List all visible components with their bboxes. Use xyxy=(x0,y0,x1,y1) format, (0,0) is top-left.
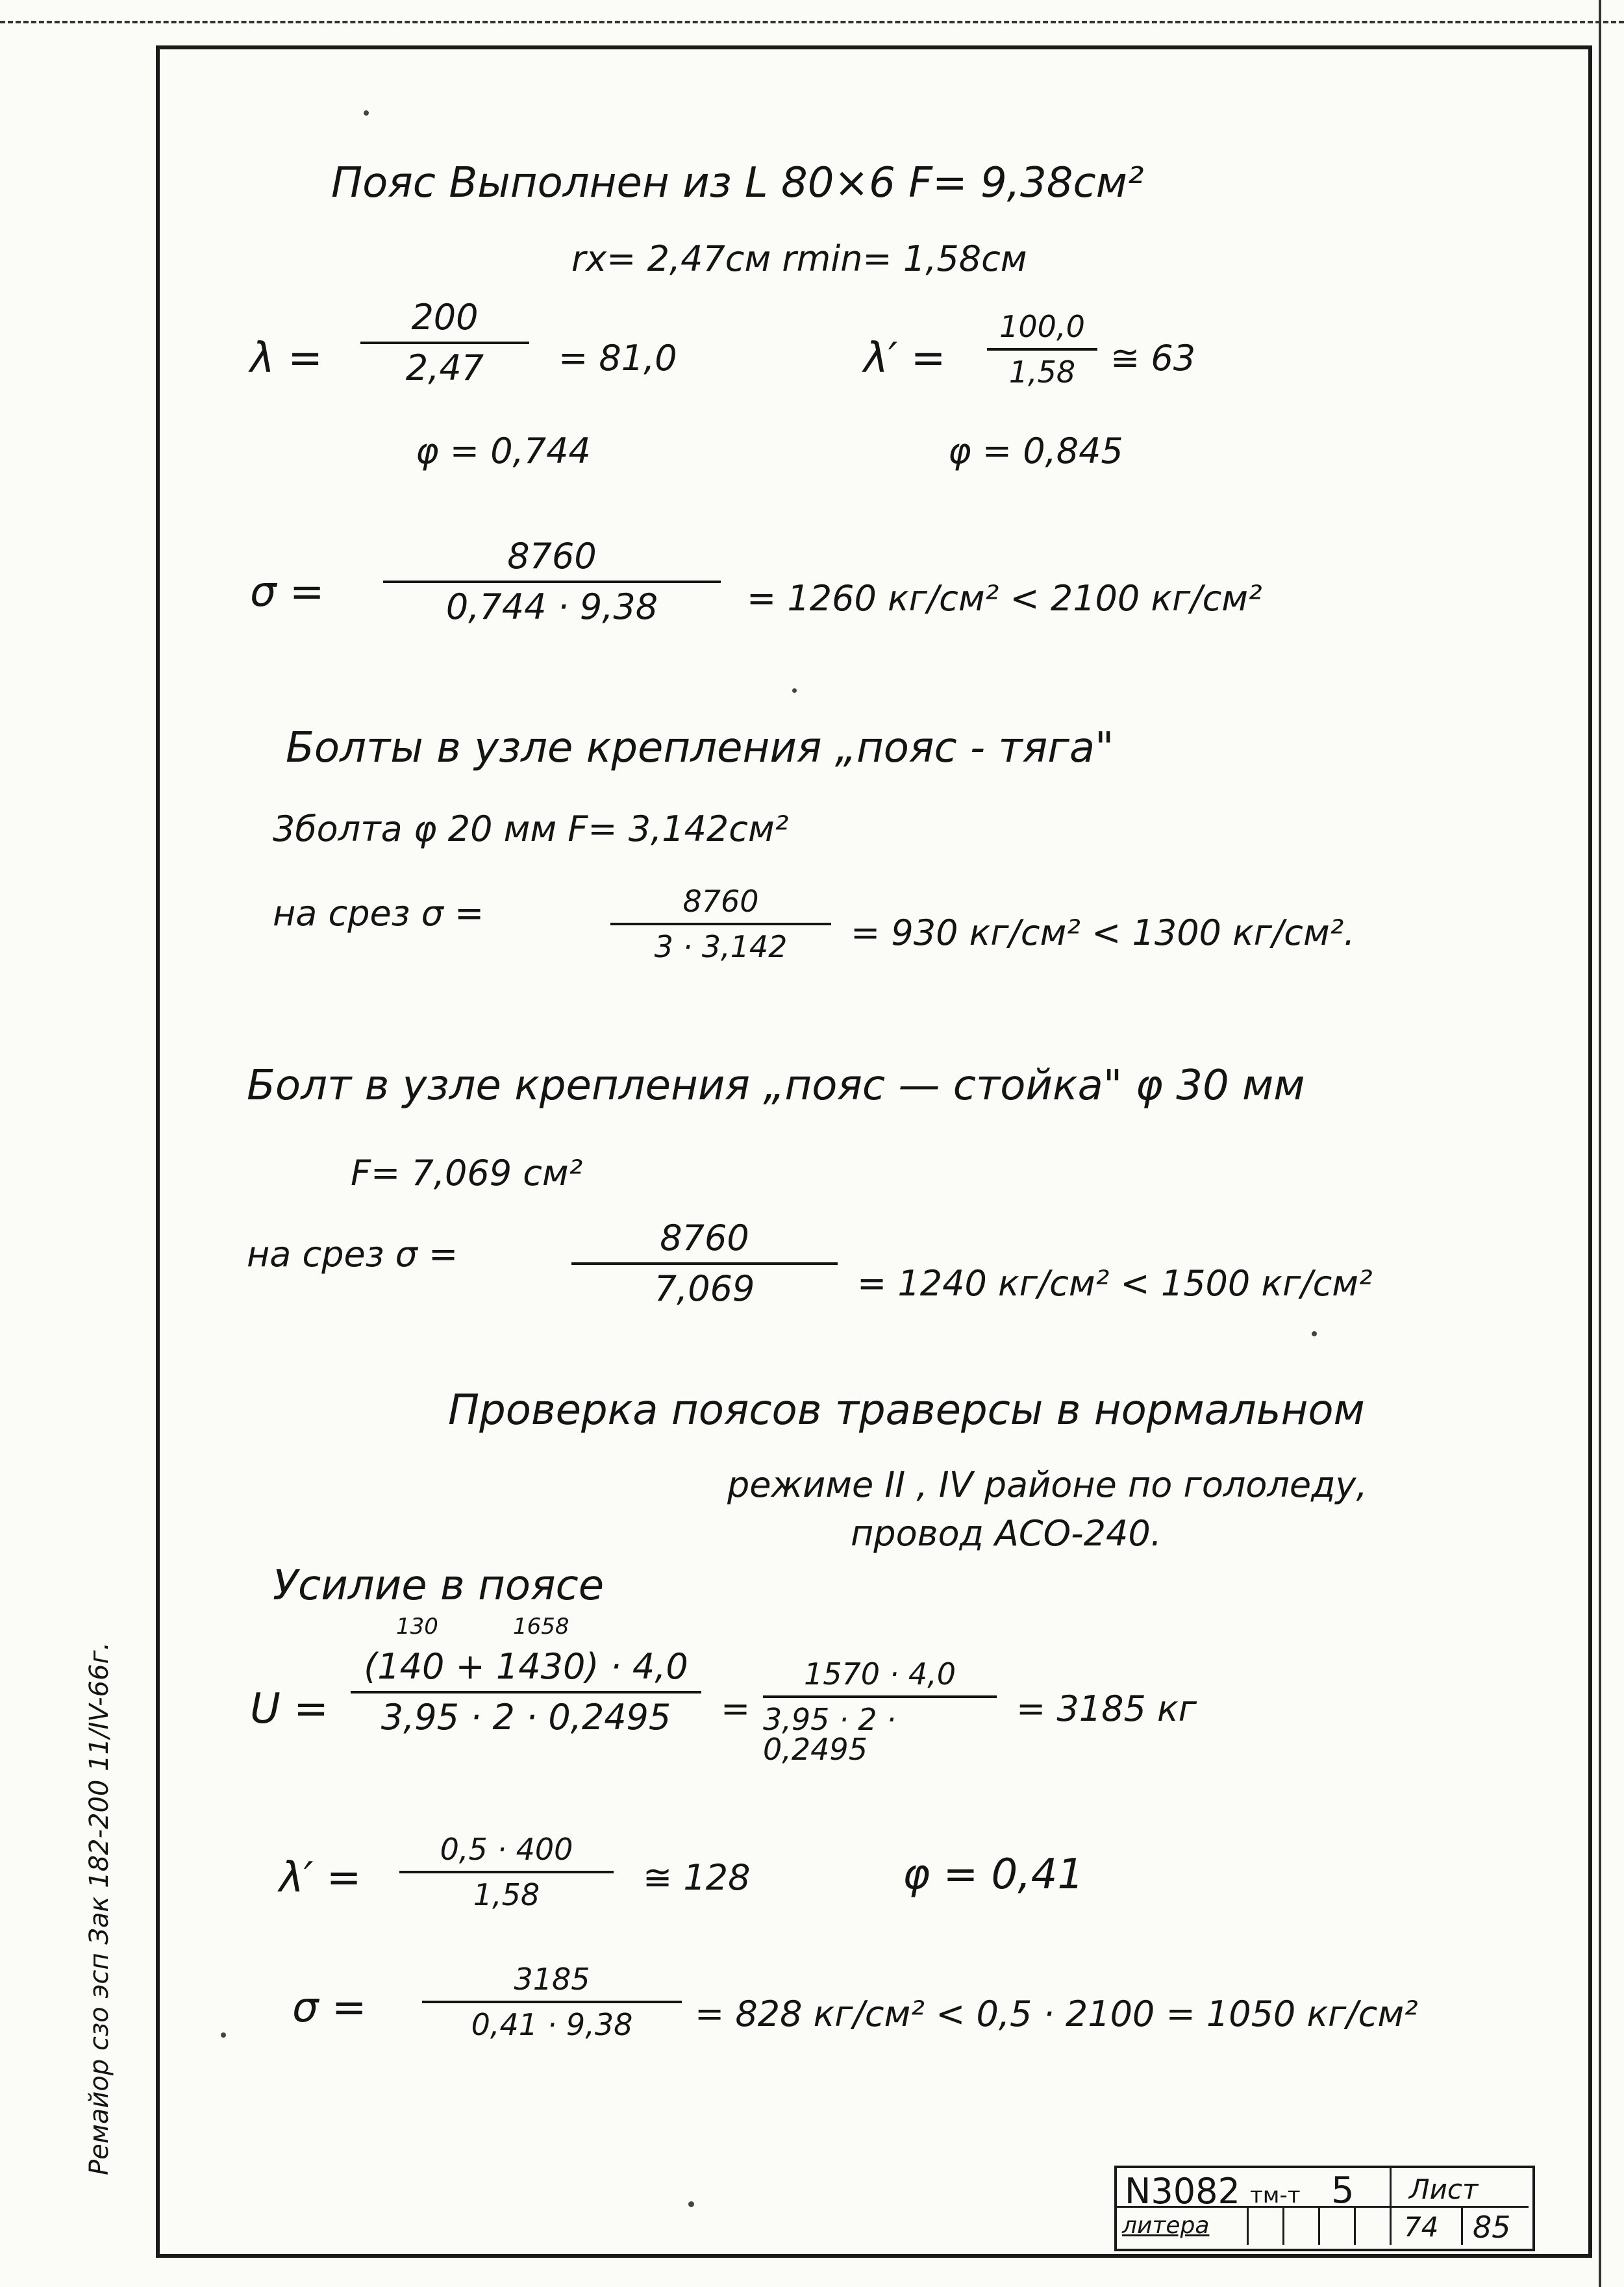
lambda-prime-numerator: 100,0 xyxy=(999,309,1085,344)
force-fraction-2 xyxy=(763,1656,997,1767)
scan-speck xyxy=(688,2201,694,2207)
litera-box-3 xyxy=(1318,2206,1356,2245)
shear-denominator-2: 7,069 xyxy=(654,1268,755,1309)
scan-speck xyxy=(1312,1331,1317,1336)
sigma-numerator-3: 3185 xyxy=(514,1962,590,1997)
scan-speck xyxy=(221,2032,226,2038)
shear-label-1: на срез σ = xyxy=(273,893,484,934)
litera-box-2 xyxy=(1282,2206,1320,2245)
sigma-denominator-1: 0,744 · 9,38 xyxy=(445,586,658,627)
lambda-numerator: 200 xyxy=(411,297,479,338)
sigma-label-1: σ = xyxy=(250,568,325,616)
lambda-label: λ = xyxy=(250,334,323,382)
lambda-prime-label: λ′ = xyxy=(864,334,946,382)
title-code-cell xyxy=(1117,2168,1392,2212)
lambda3-result: ≅ 128 xyxy=(643,1857,751,1898)
shear-denominator-1: 3 · 3,142 xyxy=(654,929,788,964)
sheet-total: 85 xyxy=(1473,2210,1511,2245)
lambda-prime-result: ≅ 63 xyxy=(1110,338,1196,379)
sigma-fraction-1 xyxy=(383,536,721,627)
lambda-fraction xyxy=(360,297,529,388)
phi-value-1: φ = 0,744 xyxy=(416,431,591,471)
check-line-2: режиме II , IV районе по гололеду, xyxy=(727,1464,1368,1505)
belt-section-line: Пояс Выполнен из L 80×6 F= 9,38см² xyxy=(331,159,1144,207)
force-label: U = xyxy=(250,1685,329,1733)
lambda3-denominator: 1,58 xyxy=(473,1877,540,1912)
force-result: = 3185 кг xyxy=(1016,1688,1197,1729)
phi-value-2: φ = 0,845 xyxy=(948,431,1123,471)
bolt2-area: F= 7,069 см² xyxy=(351,1153,583,1193)
scan-speck xyxy=(364,110,369,116)
sheet-label: Лист xyxy=(1409,2173,1479,2205)
sigma-result-3: = 828 кг/см² < 0,5 · 2100 = 1050 кг/см² xyxy=(695,1993,1418,2034)
lambda-denominator: 2,47 xyxy=(405,347,484,388)
lambda3-fraction xyxy=(399,1834,614,1910)
sigma-numerator-1: 8760 xyxy=(507,536,597,577)
force-denominator-1: 3,95 · 2 · 0,2495 xyxy=(381,1697,671,1738)
force-numerator-2: 1570 · 4,0 xyxy=(803,1656,956,1692)
litera-box-4 xyxy=(1354,2206,1392,2245)
shear-numerator-1: 8760 xyxy=(682,884,759,919)
shear-label-2: на срез σ = xyxy=(247,1234,458,1275)
title-code-suffix: тм-т xyxy=(1250,2182,1301,2208)
lambda-prime-denominator: 1,58 xyxy=(1008,355,1076,390)
title-code: N3082 xyxy=(1125,2171,1240,2212)
right-border-line xyxy=(1599,0,1601,2287)
sigma-fraction-3 xyxy=(422,1964,682,2040)
shear-numerator-2: 8760 xyxy=(660,1218,749,1258)
top-border-line xyxy=(0,21,1624,23)
side-note: Ремайор сзо эсп Зак 182-200 11/IV-66г. xyxy=(84,1642,114,2175)
litera-cell xyxy=(1117,2206,1249,2245)
force-equals: = xyxy=(721,1688,751,1729)
force-denominator-2: 3,95 · 2 · 0,2495 xyxy=(763,1702,896,1767)
sigma-label-3: σ = xyxy=(292,1984,367,2032)
lambda3-label: λ′ = xyxy=(279,1854,362,1902)
sheet-total-cell xyxy=(1461,2206,1529,2245)
phi-value-3: φ = 0,41 xyxy=(903,1851,1084,1899)
sigma-result-1: = 1260 кг/см² < 2100 кг/см² xyxy=(747,578,1262,619)
litera-label: литера xyxy=(1122,2212,1210,2239)
sheet-number: 74 xyxy=(1404,2211,1439,2243)
force-superscript-1: 130 xyxy=(396,1614,438,1640)
shear-result-1: = 930 кг/см² < 1300 кг/см². xyxy=(851,912,1355,953)
title-block xyxy=(1114,2166,1535,2251)
shear-result-2: = 1240 кг/см² < 1500 кг/см² xyxy=(857,1263,1373,1304)
sigma-denominator-3: 0,41 · 9,38 xyxy=(471,2007,633,2042)
bolts-heading: Болты в узле крепления „пояс - тяга" xyxy=(286,724,1114,772)
bolts-spec: 3болта φ 20 мм F= 3,142см² xyxy=(273,808,789,849)
shear-fraction-1 xyxy=(610,886,831,962)
lambda-result: = 81,0 xyxy=(558,338,677,379)
lambda-prime-fraction xyxy=(987,309,1097,390)
scan-speck xyxy=(792,688,797,693)
bolt2-heading: Болт в узле крепления „пояс — стойка" φ 30 мм xyxy=(247,1062,1305,1110)
lambda3-numerator: 0,5 · 400 xyxy=(440,1832,573,1867)
radius-line: rx= 2,47см rmin= 1,58см xyxy=(571,238,1027,279)
check-line-3: провод АСО-240. xyxy=(851,1513,1162,1554)
force-heading: Усилие в поясе xyxy=(273,1562,605,1610)
litera-box-1 xyxy=(1247,2206,1284,2245)
sheet-number-cell xyxy=(1390,2206,1463,2245)
title-code-number: 5 xyxy=(1331,2169,1355,2212)
check-line-1: Проверка поясов траверсы в нормальном xyxy=(448,1386,1365,1434)
force-fraction-1 xyxy=(351,1646,701,1738)
sheet-label-cell xyxy=(1390,2168,1529,2208)
force-numerator-1: (140 + 1430) · 4,0 xyxy=(364,1646,688,1687)
shear-fraction-2 xyxy=(571,1218,838,1309)
force-superscript-2: 1658 xyxy=(513,1614,569,1640)
